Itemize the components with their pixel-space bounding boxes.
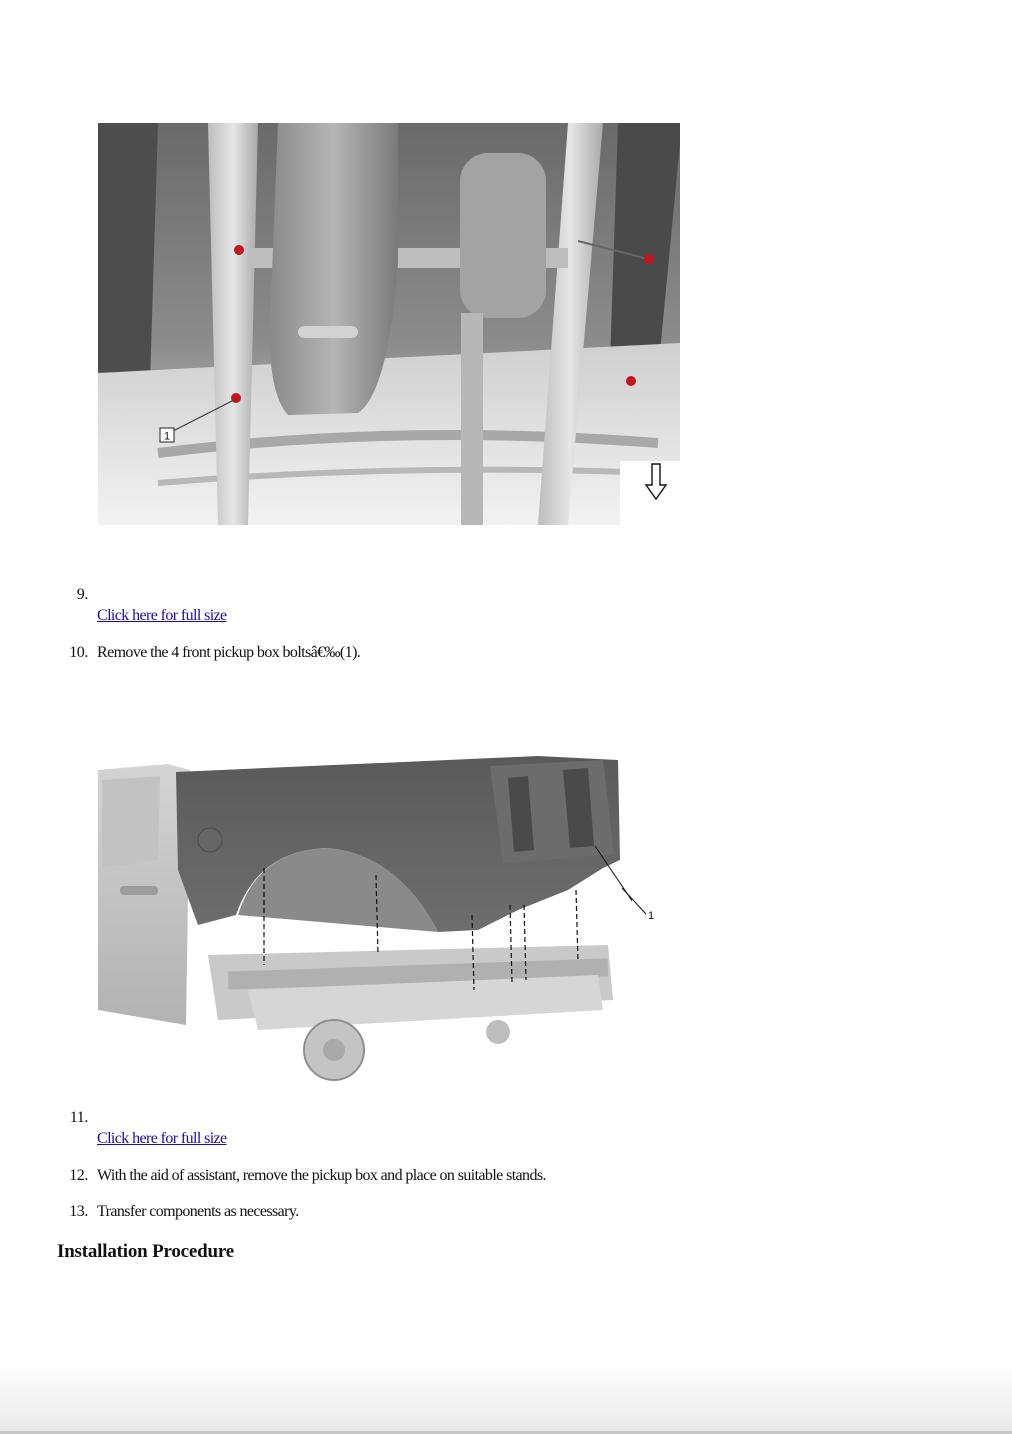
step-number: 13.: [69, 1203, 88, 1220]
step-number: 9.: [76, 586, 88, 603]
step-number: 11.: [69, 1109, 88, 1126]
step-number: 10.: [69, 644, 88, 661]
step-text: With the aid of assistant, remove the pickup box and place on suitable stands.: [97, 1167, 546, 1184]
callout-label-1: 1: [648, 910, 655, 922]
underbody-illustration: [98, 123, 680, 525]
full-size-link[interactable]: Click here for full size: [97, 1130, 227, 1147]
page-bottom-shadow: [0, 1364, 1012, 1434]
callout-leader-line: [622, 888, 652, 918]
down-arrow-icon: [620, 461, 680, 525]
section-heading: Installation Procedure: [57, 1241, 234, 1262]
step-text: Transfer components as necessary.: [97, 1203, 299, 1220]
full-size-link[interactable]: Click here for full size: [97, 607, 227, 624]
pickup-box-illustration: [98, 750, 632, 1088]
step-text: Remove the 4 front pickup box boltsâ€‰(1).: [97, 644, 361, 661]
step-number: 12.: [69, 1167, 88, 1184]
callout-label-1: 1: [163, 430, 171, 443]
